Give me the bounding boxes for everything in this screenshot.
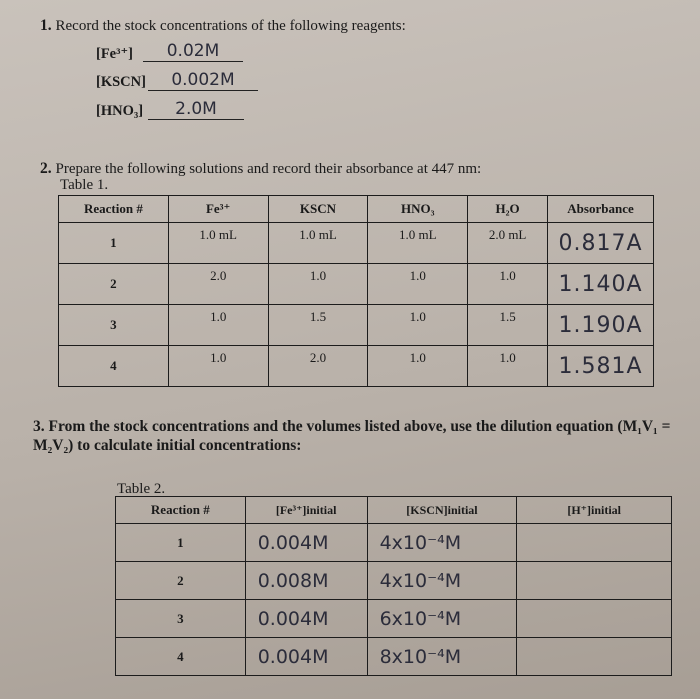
q3-number: 3. (33, 418, 45, 435)
kscn-volume: 2.0 (268, 346, 368, 387)
h2o-volume: 1.0 (468, 346, 548, 387)
fe-initial: 0.008M (245, 562, 367, 600)
hno3-volume: 1.0 (368, 346, 468, 387)
q2-text: Prepare the following solutions and record their absorbance at 447 nm: (55, 161, 482, 177)
reaction-number: 4 (59, 346, 169, 387)
fe-volume: 1.0 mL (168, 223, 268, 264)
q1-heading (40, 17, 406, 35)
h2o-volume: 2.0 mL (468, 223, 548, 264)
table1-header: KSCN (268, 196, 368, 223)
reaction-number: 2 (116, 562, 246, 600)
table1-header-row (59, 196, 654, 223)
reagent-hno3-label: [HNO₃] (96, 103, 144, 119)
fe-initial: 0.004M (245, 600, 367, 638)
reagent-kscn-label: [KSCN] (96, 74, 146, 90)
table-row (59, 305, 654, 346)
q3-heading (33, 418, 683, 436)
table2-header: Reaction # (116, 497, 246, 524)
kscn-volume: 1.5 (268, 305, 368, 346)
absorbance-value: 0.817A (548, 223, 654, 264)
table1-header: Absorbance (548, 196, 654, 223)
fe-volume: 1.0 (168, 346, 268, 387)
q3-text-line1: From the stock concentrations and the volumes listed above, use the dilution equation (M₁V₁ = (48, 418, 671, 435)
reaction-number: 1 (116, 524, 246, 562)
q1-number: 1. (40, 17, 52, 34)
kscn-initial: 4x10⁻⁴M (367, 562, 517, 600)
q3-text-line2: M₂V₂) to calculate initial concentrations: (33, 437, 302, 454)
reagent-fe-value: 0.02M (143, 41, 243, 62)
table-row (116, 638, 672, 676)
table-row (59, 223, 654, 264)
absorbance-value: 1.581A (548, 346, 654, 387)
table2 (115, 496, 672, 676)
kscn-initial: 6x10⁻⁴M (367, 600, 517, 638)
table1-header: Fe³⁺ (168, 196, 268, 223)
h2o-volume: 1.0 (468, 264, 548, 305)
hno3-volume: 1.0 (368, 305, 468, 346)
table1 (58, 195, 654, 387)
q2-heading (40, 160, 481, 178)
kscn-initial: 4x10⁻⁴M (367, 524, 517, 562)
kscn-initial: 8x10⁻⁴M (367, 638, 517, 676)
hno3-volume: 1.0 mL (368, 223, 468, 264)
table1-header: H₂O (468, 196, 548, 223)
reaction-number: 1 (59, 223, 169, 264)
table2-title: Table 2. (117, 481, 166, 497)
h-initial (517, 638, 672, 676)
q1-text: Record the stock concentrations of the following reagents: (55, 18, 406, 34)
reagent-hno3-value: 2.0M (148, 99, 244, 120)
reagent-kscn-value: 0.002M (148, 70, 258, 91)
table2-header: [Fe³⁺]initial (245, 497, 367, 524)
absorbance-value: 1.190A (548, 305, 654, 346)
kscn-volume: 1.0 mL (268, 223, 368, 264)
reaction-number: 3 (59, 305, 169, 346)
absorbance-value: 1.140A (548, 264, 654, 305)
h-initial (517, 524, 672, 562)
table2-header: [H⁺]initial (517, 497, 672, 524)
table1-title: Table 1. (60, 177, 109, 193)
table2-header-row (116, 497, 672, 524)
reagent-fe-label: [Fe³⁺] (96, 46, 133, 62)
reaction-number: 2 (59, 264, 169, 305)
table-row (116, 524, 672, 562)
fe-volume: 1.0 (168, 305, 268, 346)
table-row (116, 562, 672, 600)
table-row (59, 346, 654, 387)
table-row (116, 600, 672, 638)
hno3-volume: 1.0 (368, 264, 468, 305)
fe-initial: 0.004M (245, 524, 367, 562)
h2o-volume: 1.5 (468, 305, 548, 346)
kscn-volume: 1.0 (268, 264, 368, 305)
table2-header: [KSCN]initial (367, 497, 517, 524)
reaction-number: 4 (116, 638, 246, 676)
fe-volume: 2.0 (168, 264, 268, 305)
table1-header: HNO₃ (368, 196, 468, 223)
fe-initial: 0.004M (245, 638, 367, 676)
h-initial (517, 562, 672, 600)
h-initial (517, 600, 672, 638)
q2-number: 2. (40, 160, 52, 177)
reaction-number: 3 (116, 600, 246, 638)
table1-header: Reaction # (59, 196, 169, 223)
table-row (59, 264, 654, 305)
